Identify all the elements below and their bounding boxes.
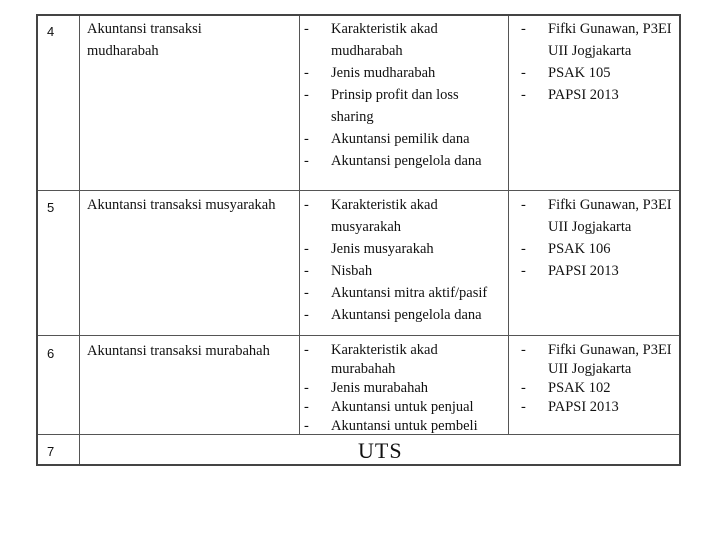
row-topic: Akuntansi transaksi mudharabah xyxy=(87,21,202,59)
column-divider xyxy=(508,16,509,434)
reference-item xyxy=(521,18,681,62)
row-contents xyxy=(304,341,504,436)
content-item xyxy=(304,62,504,84)
content-item xyxy=(304,282,504,304)
bullet-dash: - xyxy=(304,241,309,257)
bullet-dash: - xyxy=(521,241,526,257)
content-text: Nisbah xyxy=(331,263,373,279)
content-text: Jenis mudharabah xyxy=(331,65,436,81)
row-contents xyxy=(304,18,504,172)
row-references xyxy=(521,341,681,417)
row-divider xyxy=(38,190,679,191)
bullet-dash: - xyxy=(521,399,526,415)
bullet-dash: - xyxy=(521,380,526,396)
bullet-dash: - xyxy=(304,153,309,169)
content-item xyxy=(304,194,504,238)
bullet-dash: - xyxy=(304,87,309,103)
content-item xyxy=(304,398,504,417)
content-item xyxy=(304,128,504,150)
bullet-dash: - xyxy=(304,21,309,37)
bullet-dash: - xyxy=(304,285,309,301)
row-number: 6 xyxy=(47,346,55,361)
row-divider xyxy=(38,335,679,336)
reference-text: Fifki Gunawan, P3EI UII Jogjakarta xyxy=(548,21,672,59)
row-number: 4 xyxy=(47,24,55,39)
reference-item xyxy=(521,62,681,84)
reference-text: PAPSI 2013 xyxy=(548,263,619,279)
row-topic: Akuntansi transaksi murabahah xyxy=(87,343,270,359)
bullet-dash: - xyxy=(521,263,526,279)
content-text: Akuntansi pengelola dana xyxy=(331,307,482,323)
bullet-dash: - xyxy=(521,21,526,37)
bullet-dash: - xyxy=(304,418,309,434)
reference-item xyxy=(521,341,681,379)
row-number: 5 xyxy=(47,200,55,215)
reference-item xyxy=(521,238,681,260)
content-text: Karakteristik akad mudharabah xyxy=(331,21,438,59)
bullet-dash: - xyxy=(521,342,526,358)
content-text: Jenis musyarakah xyxy=(331,241,434,257)
content-text: Akuntansi untuk pembeli xyxy=(331,418,478,434)
bullet-dash: - xyxy=(304,131,309,147)
content-text: Akuntansi pemilik dana xyxy=(331,131,470,147)
column-divider xyxy=(299,16,300,434)
content-item xyxy=(304,84,504,128)
content-text: Jenis murabahah xyxy=(331,380,429,396)
bullet-dash: - xyxy=(304,307,309,323)
content-item xyxy=(304,238,504,260)
column-divider xyxy=(79,16,80,464)
bullet-dash: - xyxy=(521,87,526,103)
row-references xyxy=(521,18,681,106)
reference-item xyxy=(521,379,681,398)
bullet-dash: - xyxy=(304,197,309,213)
content-item xyxy=(304,417,504,436)
bullet-dash: - xyxy=(521,197,526,213)
content-text: Akuntansi mitra aktif/pasif xyxy=(331,285,488,301)
content-text: Akuntansi untuk penjual xyxy=(331,399,474,415)
row-number: 7 xyxy=(47,444,55,459)
content-item xyxy=(304,304,504,326)
content-text: Karakteristik akad murabahah xyxy=(331,342,438,377)
reference-item xyxy=(521,194,681,238)
row-contents xyxy=(304,194,504,326)
content-item xyxy=(304,341,504,379)
bullet-dash: - xyxy=(304,342,309,358)
reference-text: PSAK 105 xyxy=(548,65,611,81)
bullet-dash: - xyxy=(304,263,309,279)
content-text: Karakteristik akad musyarakah xyxy=(331,197,438,235)
content-text: Prinsip profit dan loss sharing xyxy=(331,87,459,125)
reference-item xyxy=(521,260,681,282)
content-item xyxy=(304,18,504,62)
reference-text: PAPSI 2013 xyxy=(548,399,619,415)
bullet-dash: - xyxy=(521,65,526,81)
bullet-dash: - xyxy=(304,65,309,81)
content-text: Akuntansi pengelola dana xyxy=(331,153,482,169)
reference-item xyxy=(521,398,681,417)
reference-text: Fifki Gunawan, P3EI UII Jogjakarta xyxy=(548,342,672,377)
content-item xyxy=(304,150,504,172)
reference-text: PAPSI 2013 xyxy=(548,87,619,103)
content-item xyxy=(304,260,504,282)
syllabus-table xyxy=(36,14,681,466)
row-topic: Akuntansi transaksi musyarakah xyxy=(87,197,276,213)
content-item xyxy=(304,379,504,398)
reference-text: PSAK 102 xyxy=(548,380,611,396)
bullet-dash: - xyxy=(304,380,309,396)
reference-item xyxy=(521,84,681,106)
reference-text: PSAK 106 xyxy=(548,241,611,257)
row-references xyxy=(521,194,681,282)
reference-text: Fifki Gunawan, P3EI UII Jogjakarta xyxy=(548,197,672,235)
exam-label: UTS xyxy=(358,438,403,463)
bullet-dash: - xyxy=(304,399,309,415)
